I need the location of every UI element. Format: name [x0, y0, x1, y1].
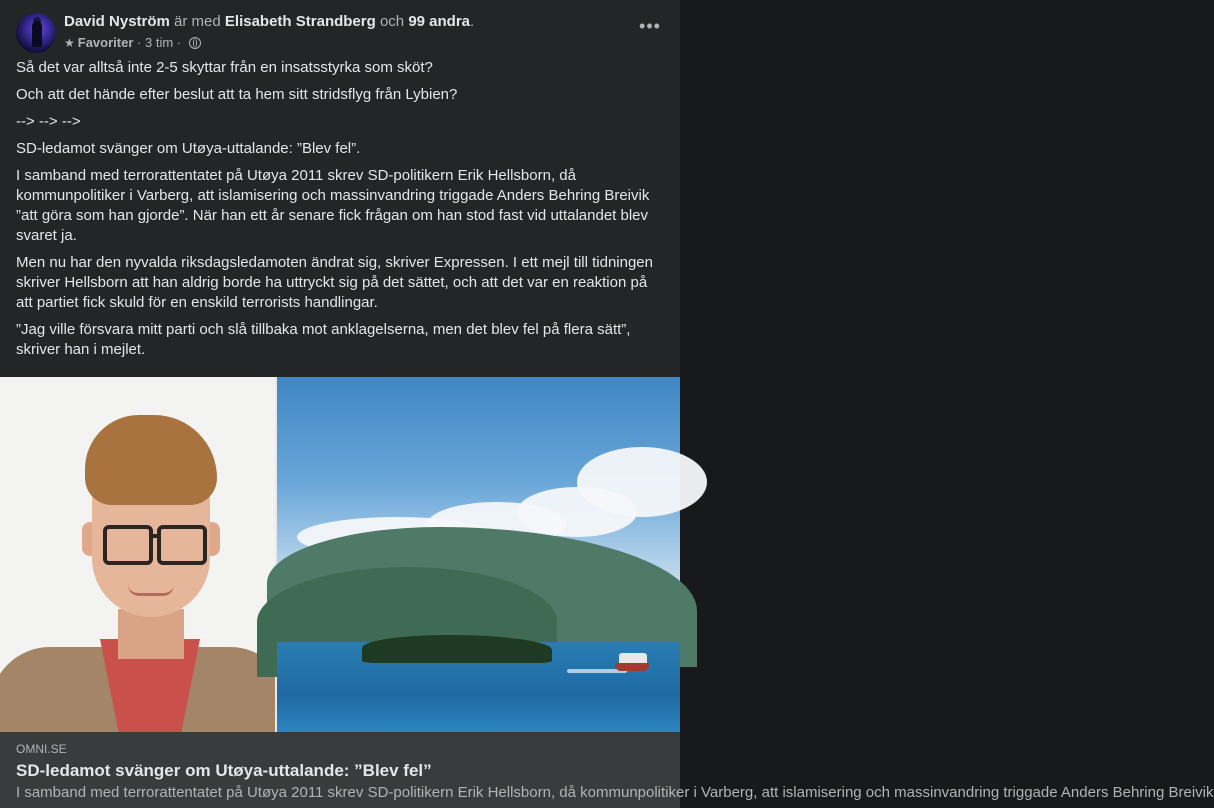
post-text [16, 58, 656, 367]
post-meta [64, 34, 201, 52]
post-paragraph: Men nu har den nyvalda riksdagsledamoten ändrat sig, skriver Expressen. I ett mejl till tidningen skriver Hellsborn att han aldrig borde ha uttryckt sig på det sättet, och att det var en reaktion på att partiet fick skuld för en enskild terrorists handlingar. [16, 254, 653, 311]
more-options-icon[interactable]: ••• [639, 16, 661, 36]
globe-icon[interactable] [189, 37, 201, 49]
link-preview-card[interactable] [0, 732, 1214, 808]
post-paragraph: SD-ledamot svänger om Utøya-uttalande: ”Blev fel”. [16, 140, 361, 157]
audience-label[interactable]: Favoriter [77, 35, 134, 50]
author-avatar[interactable] [16, 13, 56, 53]
link-title[interactable]: SD-ledamot svänger om Utøya-uttalande: ”Blev fel” [16, 761, 432, 780]
link-domain: OMNI.SE [16, 742, 67, 756]
tagged-person-link[interactable]: Elisabeth Strandberg [224, 13, 376, 30]
portrait-glasses-bridge [149, 534, 159, 538]
post-paragraph: Och att det hände efter beslut att ta hem sitt stridsflyg från Lybien? [16, 86, 458, 103]
author-line [64, 12, 474, 32]
others-link[interactable]: 99 andra [408, 13, 471, 30]
post-header [16, 12, 664, 56]
portrait-glasses-right [157, 525, 207, 565]
post-paragraph: I samband med terrorattentatet på Utøya 2011 skrev SD-politikern Erik Hellsborn, då kommunpolitiker i Varberg, att islamisering och massinvandring triggade Anders Behring Breivik ”att göra som han gjorde”. När han ett år senare fick frågan om han stod fast vid uttalandet blev svaret ja. [16, 167, 650, 244]
author-name[interactable]: David Nyström [64, 13, 170, 30]
island-lake-photo [277, 377, 680, 732]
portrait-glasses-left [103, 525, 153, 565]
post-paragraph: --> --> --> [16, 113, 81, 130]
post-paragraph: Så det var alltså inte 2-5 skyttar från en insatsstyrka som sköt? [16, 59, 433, 76]
link-preview-image[interactable] [0, 377, 680, 732]
period-text: . [470, 13, 475, 30]
with-text: är med [174, 13, 221, 30]
star-icon: ★ [64, 36, 75, 50]
avatar-figure-body [32, 21, 42, 47]
meta-separator: · [137, 35, 142, 50]
meta-separator-2: · [176, 35, 182, 50]
boat-hull [615, 663, 649, 671]
post-time[interactable]: 3 tim [145, 35, 174, 50]
post-paragraph: ”Jag ville försvara mitt parti och slå tillbaka mot anklagelserna, men det blev fel på flera sätt”, skriver han i mejlet. [16, 321, 631, 358]
portrait-hair [85, 415, 217, 505]
portrait-photo [0, 377, 275, 732]
link-description: I samband med terrorattentatet på Utøya 2011 skrev SD-politikern Erik Hellsborn, då kommunpolitiker i Varberg, att islamisering och massinvandring triggade Anders Behring Breivik [16, 784, 1214, 801]
island [362, 635, 552, 663]
portrait-mouth [128, 585, 174, 596]
and-text: och [379, 13, 405, 30]
